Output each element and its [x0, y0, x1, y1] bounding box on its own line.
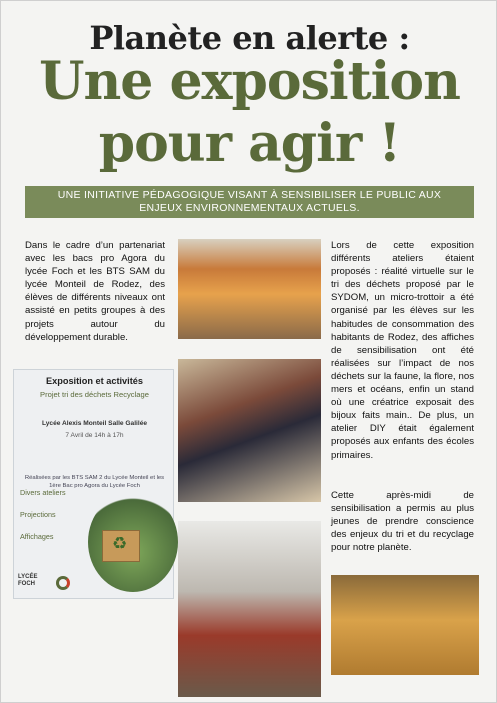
poster-date: 7 Avril de 14h à 17h: [65, 432, 124, 439]
photo-sewing-activity: [178, 359, 321, 502]
poster-credits: Réalisées par les BTS SAM 2 du Lycée Monteil et les 1ère Bac pro Agora du Lycée Foch: [24, 475, 165, 489]
main-title-line2: pour agir !: [98, 113, 401, 174]
event-poster: [13, 369, 174, 599]
poster-subtitle: Projet tri des déchets Recyclage: [40, 390, 149, 399]
kicker-title: Planète en alerte :: [89, 19, 410, 57]
poster-item: Projections: [20, 510, 56, 519]
conclusion-paragraph: Cette après-midi de sensibilisation a permis au plus jeunes de prendre conscience des enjeux du tri et du recyclage pour notre planète.: [331, 490, 474, 554]
photo-workshop-tables: [178, 239, 321, 339]
banner-line1: UNE INITIATIVE PÉDAGOGIQUE VISANT À SENSIBILISER LE PUBLIC AUX: [57, 189, 442, 201]
subtitle-banner: [25, 186, 474, 218]
ateliers-paragraph: Lors de cette exposition différents ateliers étaient proposés : réalité virtuelle sur le tri des déchets proposé par le SYDOM, un micro-trottoir a été organisé par les élèves sur les habitudes de consommation des habitants de Rodez, des affiches de sensibilisation ont été réalisées sur l’impact de nos déchets sur la faune, la flore, nos mers et océans, enfin un stand où une créatrice exposait des bijoux faits main.. De plus, un atelier DIY était également proposés aux enfants des écoles primaires.: [331, 240, 474, 461]
lycee-foch-logo: LYCÉE FOCH: [18, 574, 38, 587]
poster-item: Affichages: [20, 532, 54, 541]
banner-line2: ENJEUX ENVIRONNEMENTAUX ACTUELS.: [139, 202, 360, 214]
poster-item: Divers ateliers: [20, 488, 66, 497]
recycle-icon: ♻: [112, 534, 128, 553]
poster-title: Exposition et activités: [45, 376, 143, 386]
poster-venue: Lycée Alexis Monteil Salle Galilée: [41, 420, 148, 427]
intro-paragraph: Dans le cadre d’un partenariat avec les bacs pro Agora du lycée Foch et les BTS SAM du lycée Monteil de Rodez, des élèves de différents niveaux ont assisté en petits groupes à des projets autour du développement durable.: [25, 240, 165, 343]
photo-students-stand: [178, 521, 321, 697]
lycee-monteil-logo: [56, 576, 70, 590]
main-title-line1: Une exposition: [39, 51, 460, 112]
photo-vr-room: [331, 575, 479, 675]
